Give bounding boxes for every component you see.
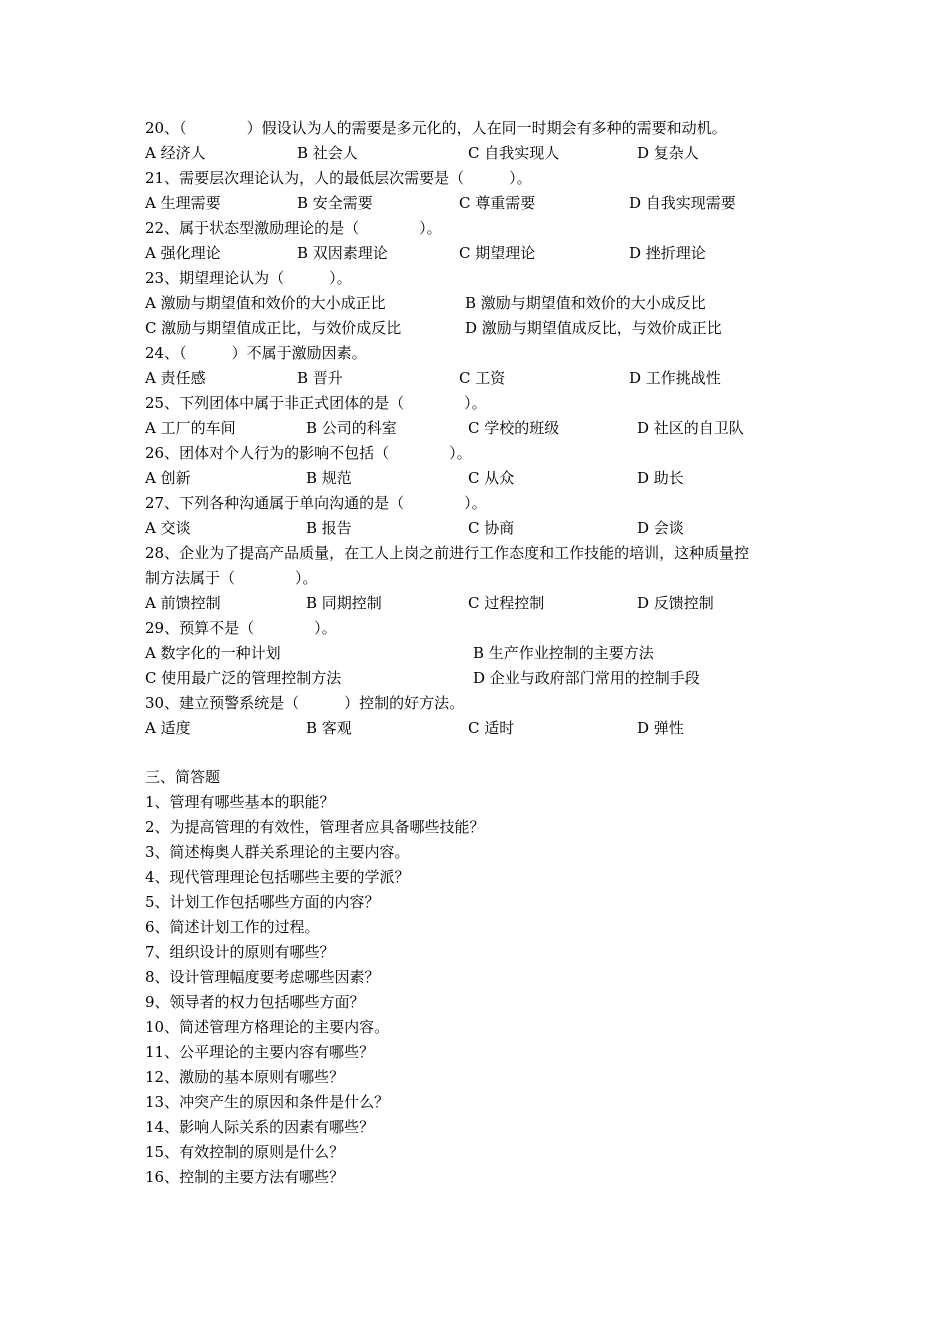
option-a: A 创新: [145, 469, 191, 487]
option-a: A 工厂的车间: [145, 419, 236, 437]
question-24-stem: 24、（ ）不属于激励因素。: [145, 344, 367, 362]
option-c: C 期望理论: [459, 244, 536, 262]
short-answer-item: 9、领导者的权力包括哪些方面？: [145, 993, 365, 1011]
question-30-options: [145, 718, 845, 738]
short-answer-item: 10、简述管理方格理论的主要内容。: [145, 1018, 390, 1036]
option-c: C 学校的班级: [468, 419, 560, 437]
option-a: A 经济人: [145, 144, 206, 162]
short-answer-item: 6、简述计划工作的过程。: [145, 918, 320, 936]
question-29-stem: 29、预算不是（ ）。: [145, 619, 337, 637]
question-26-stem: 26、团体对个人行为的影响不包括（ ）。: [145, 444, 472, 462]
question-23-options-row1: [145, 293, 845, 313]
option-b: B 报告: [306, 519, 352, 537]
option-c: C 协商: [468, 519, 515, 537]
question-27-options: [145, 518, 845, 538]
option-b: B 社会人: [297, 144, 358, 162]
option-d: D 工作挑战性: [629, 369, 721, 387]
short-answer-item: 11、公平理论的主要内容有哪些？: [145, 1043, 375, 1061]
short-answer-item: 14、影响人际关系的因素有哪些？: [145, 1118, 375, 1136]
short-answer-item: 13、冲突产生的原因和条件是什么？: [145, 1093, 390, 1111]
short-answer-item: 3、简述梅奥人群关系理论的主要内容。: [145, 843, 410, 861]
option-c: C 工资: [459, 369, 506, 387]
option-c: C 过程控制: [468, 594, 545, 612]
short-answer-item: 2、为提高管理的有效性，管理者应具备哪些技能？: [145, 818, 485, 836]
option-b: B 同期控制: [306, 594, 382, 612]
question-29-options-row1: [145, 643, 845, 663]
short-answer-item: 15、有效控制的原则是什么？: [145, 1143, 345, 1161]
option-d: D 弹性: [637, 719, 684, 737]
short-answer-item: 4、现代管理理论包括哪些主要的学派？: [145, 868, 410, 886]
option-d: D 助长: [637, 469, 684, 487]
option-a: A 激励与期望值和效价的大小成正比: [145, 294, 386, 312]
option-b: B 生产作业控制的主要方法: [473, 644, 654, 662]
section-heading: 三、简答题: [145, 768, 221, 786]
option-c: C 使用最广泛的管理控制方法: [145, 669, 342, 687]
question-24-options: [145, 368, 845, 388]
question-23-stem: 23、期望理论认为（ ）。: [145, 269, 352, 287]
option-c: C 自我实现人: [468, 144, 560, 162]
option-a: A 交谈: [145, 519, 191, 537]
short-answer-item: 1、管理有哪些基本的职能？: [145, 793, 335, 811]
option-d: D 企业与政府部门常用的控制手段: [473, 669, 700, 687]
question-20-options: [145, 143, 845, 163]
option-c: C 适时: [468, 719, 515, 737]
option-b: B 客观: [306, 719, 352, 737]
question-27-stem: 27、下列各种沟通属于单向沟通的是（ ）。: [145, 494, 487, 512]
option-c: C 尊重需要: [459, 194, 536, 212]
question-25-options: [145, 418, 845, 438]
question-22-stem: 22、属于状态型激励理论的是（ ）。: [145, 219, 442, 237]
option-a: A 生理需要: [145, 194, 221, 212]
option-a: A 责任感: [145, 369, 206, 387]
option-d: D 挫折理论: [629, 244, 706, 262]
question-30-stem: 30、建立预警系统是（ ）控制的好方法。: [145, 694, 465, 712]
option-b: B 安全需要: [297, 194, 373, 212]
option-d: D 会谈: [637, 519, 684, 537]
option-d: D 激励与期望值成反比，与效价成正比: [465, 319, 722, 337]
option-b: B 晋升: [297, 369, 343, 387]
option-c: C 激励与期望值成正比，与效价成反比: [145, 319, 402, 337]
option-d: D 自我实现需要: [629, 194, 736, 212]
option-d: D 复杂人: [637, 144, 699, 162]
option-b: B 激励与期望值和效价的大小成反比: [465, 294, 706, 312]
option-c: C 从众: [468, 469, 515, 487]
question-28-options: [145, 593, 845, 613]
question-21-stem: 21、需要层次理论认为，人的最低层次需要是（ ）。: [145, 169, 532, 187]
question-29-options-row2: [145, 668, 845, 688]
option-a: A 数字化的一种计划: [145, 644, 281, 662]
question-28-stem-continued: 制方法属于（ ）。: [145, 569, 318, 587]
question-25-stem: 25、下列团体中属于非正式团体的是（ ）。: [145, 394, 487, 412]
short-answer-item: 16、控制的主要方法有哪些？: [145, 1168, 345, 1186]
option-d: D 社区的自卫队: [637, 419, 744, 437]
option-b: B 公司的科室: [306, 419, 397, 437]
short-answer-item: 5、计划工作包括哪些方面的内容？: [145, 893, 380, 911]
option-b: B 规范: [306, 469, 352, 487]
question-22-options: [145, 243, 845, 263]
short-answer-item: 12、激励的基本原则有哪些？: [145, 1068, 345, 1086]
question-21-options: [145, 193, 845, 213]
short-answer-item: 7、组织设计的原则有哪些？: [145, 943, 335, 961]
option-a: A 适度: [145, 719, 191, 737]
short-answer-item: 8、设计管理幅度要考虑哪些因素？: [145, 968, 380, 986]
question-26-options: [145, 468, 845, 488]
question-28-stem: 28、企业为了提高产品质量，在工人上岗之前进行工作态度和工作技能的培训，这种质量控: [145, 544, 750, 562]
option-d: D 反馈控制: [637, 594, 714, 612]
option-a: A 强化理论: [145, 244, 221, 262]
question-23-options-row2: [145, 318, 845, 338]
option-b: B 双因素理论: [297, 244, 388, 262]
option-a: A 前馈控制: [145, 594, 221, 612]
question-20-stem: 20、（ ）假设认为人的需要是多元化的，人在同一时期会有多种的需要和动机。: [145, 119, 727, 137]
